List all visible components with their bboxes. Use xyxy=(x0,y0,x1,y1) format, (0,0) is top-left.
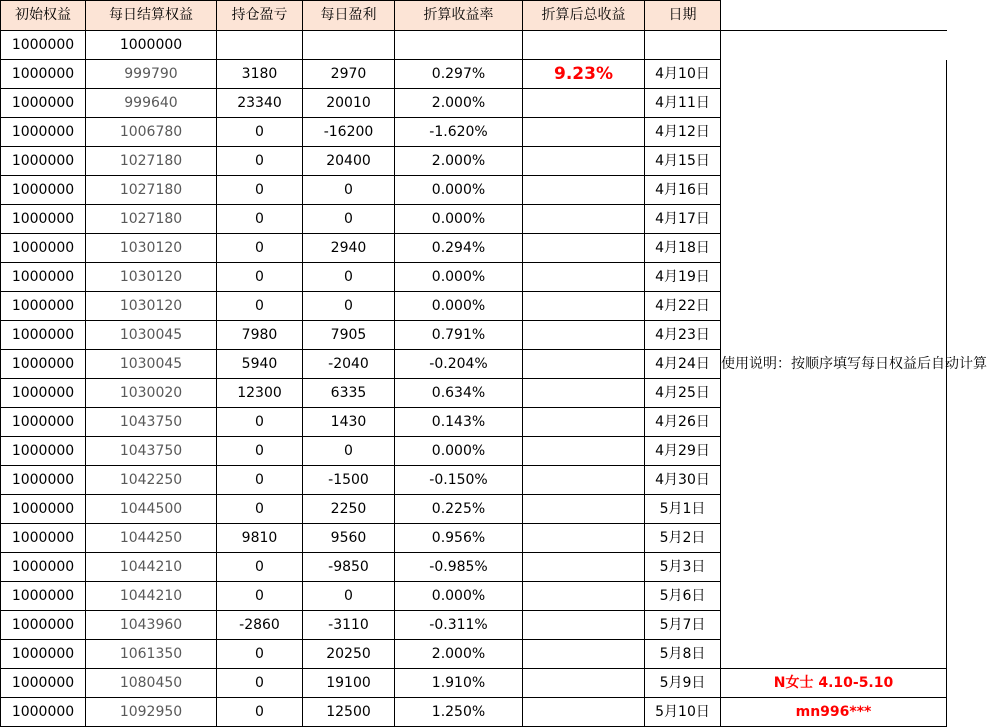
cell-daily-equity[interactable]: 999640 xyxy=(86,89,217,118)
cell-date[interactable]: 4月29日 xyxy=(645,437,721,466)
cell-position-pnl[interactable]: 0 xyxy=(217,292,303,321)
cell-return-rate[interactable]: -1.620% xyxy=(395,118,523,147)
cell-position-pnl[interactable]: 0 xyxy=(217,147,303,176)
cell-return-rate[interactable]: 0.000% xyxy=(395,176,523,205)
cell-initial-equity[interactable]: 1000000 xyxy=(1,669,86,698)
cell-return-rate[interactable]: -0.150% xyxy=(395,466,523,495)
header-daily-profit[interactable]: 每日盈利 xyxy=(303,1,395,31)
cell-daily-profit[interactable]: -16200 xyxy=(303,118,395,147)
cell-daily-profit[interactable]: -9850 xyxy=(303,553,395,582)
cell-initial-equity[interactable]: 1000000 xyxy=(1,524,86,553)
cell-position-pnl[interactable]: 9810 xyxy=(217,524,303,553)
cell-total-return[interactable] xyxy=(523,118,645,147)
cell-daily-profit[interactable]: 0 xyxy=(303,205,395,234)
cell-date[interactable]: 4月18日 xyxy=(645,234,721,263)
cell-position-pnl[interactable]: 0 xyxy=(217,669,303,698)
cell-daily-profit[interactable]: 9560 xyxy=(303,524,395,553)
cell-total-return[interactable] xyxy=(523,147,645,176)
cell-initial-equity[interactable]: 1000000 xyxy=(1,350,86,379)
cell-daily-equity[interactable]: 1043960 xyxy=(86,611,217,640)
cell-date[interactable]: 4月19日 xyxy=(645,263,721,292)
cell-total-return[interactable] xyxy=(523,176,645,205)
cell-total-return[interactable] xyxy=(523,263,645,292)
cell-total-return[interactable] xyxy=(523,89,645,118)
cell-total-return[interactable] xyxy=(523,205,645,234)
first-row xyxy=(1,31,947,60)
cell-date[interactable]: 4月30日 xyxy=(645,466,721,495)
cell-daily-equity[interactable]: 1030045 xyxy=(86,350,217,379)
cell-daily-equity[interactable]: 1044500 xyxy=(86,495,217,524)
cell-position-pnl[interactable]: 0 xyxy=(217,466,303,495)
cell-position-pnl[interactable]: 0 xyxy=(217,234,303,263)
cell-date[interactable]: 5月2日 xyxy=(645,524,721,553)
cell-initial-equity[interactable]: 1000000 xyxy=(1,205,86,234)
cell-daily-profit[interactable]: 0 xyxy=(303,263,395,292)
table-row xyxy=(1,698,947,727)
cell-return-rate[interactable]: 0.000% xyxy=(395,205,523,234)
cell-date[interactable]: 4月22日 xyxy=(645,292,721,321)
client-label: N女士 4.10-5.10 xyxy=(721,669,947,698)
table-row xyxy=(1,60,947,89)
cell-daily-equity[interactable]: 1027180 xyxy=(86,205,217,234)
cell-position-pnl[interactable]: 0 xyxy=(217,118,303,147)
cell-daily-equity[interactable]: 1044250 xyxy=(86,524,217,553)
cell-initial-equity[interactable]: 1000000 xyxy=(1,89,86,118)
cell-daily-equity[interactable]: 1061350 xyxy=(86,640,217,669)
cell-position-pnl[interactable]: 12300 xyxy=(217,379,303,408)
cell-initial-equity[interactable]: 1000000 xyxy=(1,437,86,466)
cell-date[interactable]: 5月10日 xyxy=(645,698,721,727)
cell-daily-profit[interactable]: 20010 xyxy=(303,89,395,118)
cell-daily-equity[interactable]: 1006780 xyxy=(86,118,217,147)
cell-return-rate[interactable]: 0.143% xyxy=(395,408,523,437)
header-total-return[interactable]: 折算后总收益 xyxy=(523,1,645,31)
cell-daily-equity[interactable]: 1030020 xyxy=(86,379,217,408)
cell-daily-profit[interactable]: 20250 xyxy=(303,640,395,669)
cell-return-rate[interactable]: 0.791% xyxy=(395,321,523,350)
cell-return-rate[interactable]: 1.250% xyxy=(395,698,523,727)
cell-daily-profit[interactable]: 0 xyxy=(303,176,395,205)
cell-date[interactable]: 4月17日 xyxy=(645,205,721,234)
cell-date[interactable]: 4月16日 xyxy=(645,176,721,205)
cell-daily-equity[interactable]: 1042250 xyxy=(86,466,217,495)
header-initial-equity[interactable]: 初始权益 xyxy=(1,1,86,31)
cell-return-rate[interactable]: -0.985% xyxy=(395,553,523,582)
cell-total-return[interactable] xyxy=(523,611,645,640)
cell-total-return[interactable] xyxy=(523,553,645,582)
cell-position-pnl[interactable]: 0 xyxy=(217,582,303,611)
cell-total-return[interactable] xyxy=(523,698,645,727)
cell-total-return[interactable] xyxy=(523,292,645,321)
cell-position-pnl[interactable]: 0 xyxy=(217,437,303,466)
cell-position-pnl[interactable]: 23340 xyxy=(217,89,303,118)
cell-date[interactable]: 5月1日 xyxy=(645,495,721,524)
cell-date[interactable] xyxy=(645,31,721,60)
cell-total-return[interactable] xyxy=(523,31,645,60)
cell-initial-equity[interactable]: 1000000 xyxy=(1,379,86,408)
cell-date[interactable]: 5月7日 xyxy=(645,611,721,640)
cell-daily-profit[interactable]: 20400 xyxy=(303,147,395,176)
cell-daily-equity[interactable]: 1044210 xyxy=(86,582,217,611)
cell-daily-equity[interactable]: 1043750 xyxy=(86,437,217,466)
cell-daily-profit[interactable]: 0 xyxy=(303,292,395,321)
cell-initial-equity[interactable]: 1000000 xyxy=(1,408,86,437)
cell-date[interactable]: 4月23日 xyxy=(645,321,721,350)
cell-return-rate[interactable]: 0.956% xyxy=(395,524,523,553)
cell-position-pnl[interactable]: 0 xyxy=(217,698,303,727)
cell-position-pnl[interactable]: 5940 xyxy=(217,350,303,379)
cell-total-return[interactable] xyxy=(523,408,645,437)
cell-initial-equity[interactable]: 1000000 xyxy=(1,60,86,89)
cell-total-return[interactable] xyxy=(523,582,645,611)
cell-date[interactable]: 5月8日 xyxy=(645,640,721,669)
cell-initial-equity[interactable]: 1000000 xyxy=(1,582,86,611)
cell-daily-equity[interactable]: 1030120 xyxy=(86,234,217,263)
cell-initial-equity[interactable]: 1000000 xyxy=(1,611,86,640)
cell-return-rate[interactable]: 0.225% xyxy=(395,495,523,524)
cell-daily-profit[interactable]: 0 xyxy=(303,437,395,466)
header-row xyxy=(1,1,947,31)
cell-daily-profit[interactable]: 19100 xyxy=(303,669,395,698)
cell-date[interactable]: 4月24日 xyxy=(645,350,721,379)
cell-return-rate[interactable]: -0.204% xyxy=(395,350,523,379)
cell-date[interactable]: 5月6日 xyxy=(645,582,721,611)
cell-initial-equity[interactable]: 1000000 xyxy=(1,640,86,669)
cell-daily-equity[interactable]: 999790 xyxy=(86,60,217,89)
cell-daily-equity[interactable]: 1030120 xyxy=(86,263,217,292)
account-label: mn996*** xyxy=(721,698,947,727)
blank-cell[interactable] xyxy=(721,31,947,60)
cell-date[interactable]: 4月12日 xyxy=(645,118,721,147)
cell-initial-equity[interactable]: 1000000 xyxy=(1,553,86,582)
cell-total-return[interactable] xyxy=(523,640,645,669)
cell-daily-equity[interactable]: 1043750 xyxy=(86,408,217,437)
cell-position-pnl[interactable] xyxy=(217,31,303,60)
cell-daily-profit[interactable]: 2970 xyxy=(303,60,395,89)
cell-return-rate[interactable]: 2.000% xyxy=(395,89,523,118)
cell-total-return[interactable] xyxy=(523,466,645,495)
cell-date[interactable]: 4月10日 xyxy=(645,60,721,89)
cell-daily-profit[interactable]: 2250 xyxy=(303,495,395,524)
cell-position-pnl[interactable]: 0 xyxy=(217,205,303,234)
cell-daily-equity[interactable]: 1030045 xyxy=(86,321,217,350)
cell-total-return[interactable] xyxy=(523,350,645,379)
cell-daily-equity[interactable]: 1044210 xyxy=(86,553,217,582)
header-position-pnl[interactable]: 持仓盈亏 xyxy=(217,1,303,31)
cell-initial-equity[interactable]: 1000000 xyxy=(1,176,86,205)
cell-daily-profit[interactable]: 2940 xyxy=(303,234,395,263)
instruction-note: 使用说明：按顺序填写每日权益后自动计算 xyxy=(721,60,947,669)
cell-return-rate[interactable]: 0.000% xyxy=(395,263,523,292)
cell-daily-profit[interactable]: 6335 xyxy=(303,379,395,408)
cell-daily-equity[interactable]: 1027180 xyxy=(86,147,217,176)
cell-initial-equity[interactable]: 1000000 xyxy=(1,321,86,350)
cell-date[interactable]: 4月25日 xyxy=(645,379,721,408)
cell-date[interactable]: 4月11日 xyxy=(645,89,721,118)
cell-position-pnl[interactable]: 0 xyxy=(217,553,303,582)
cell-return-rate[interactable]: -0.311% xyxy=(395,611,523,640)
cell-initial-equity[interactable]: 1000000 xyxy=(1,495,86,524)
cell-initial-equity[interactable]: 1000000 xyxy=(1,466,86,495)
cell-date[interactable]: 4月15日 xyxy=(645,147,721,176)
cell-total-return[interactable]: 9.23% xyxy=(523,60,645,89)
cell-total-return[interactable] xyxy=(523,234,645,263)
cell-total-return[interactable] xyxy=(523,437,645,466)
cell-daily-profit[interactable]: 7905 xyxy=(303,321,395,350)
cell-position-pnl[interactable]: 7980 xyxy=(217,321,303,350)
cell-total-return[interactable] xyxy=(523,379,645,408)
cell-position-pnl[interactable]: 0 xyxy=(217,408,303,437)
cell-total-return[interactable] xyxy=(523,495,645,524)
cell-date[interactable]: 4月26日 xyxy=(645,408,721,437)
cell-initial-equity[interactable]: 1000000 xyxy=(1,118,86,147)
cell-daily-equity[interactable]: 1080450 xyxy=(86,669,217,698)
cell-total-return[interactable] xyxy=(523,524,645,553)
cell-position-pnl[interactable]: 0 xyxy=(217,263,303,292)
cell-daily-profit[interactable]: -3110 xyxy=(303,611,395,640)
cell-return-rate[interactable]: 0.000% xyxy=(395,437,523,466)
cell-return-rate[interactable]: 0.000% xyxy=(395,292,523,321)
cell-return-rate[interactable]: 2.000% xyxy=(395,147,523,176)
cell-initial-equity[interactable]: 1000000 xyxy=(1,147,86,176)
cell-position-pnl[interactable]: 0 xyxy=(217,495,303,524)
cell-date[interactable]: 5月3日 xyxy=(645,553,721,582)
cell-return-rate[interactable]: 0.000% xyxy=(395,582,523,611)
cell-daily-profit[interactable] xyxy=(303,31,395,60)
cell-daily-profit[interactable]: -1500 xyxy=(303,466,395,495)
header-daily-equity[interactable]: 每日结算权益 xyxy=(86,1,217,31)
cell-return-rate[interactable]: 2.000% xyxy=(395,640,523,669)
cell-position-pnl[interactable]: -2860 xyxy=(217,611,303,640)
cell-daily-equity[interactable]: 1027180 xyxy=(86,176,217,205)
cell-position-pnl[interactable]: 0 xyxy=(217,176,303,205)
cell-daily-profit[interactable]: 0 xyxy=(303,582,395,611)
cell-initial-equity[interactable]: 1000000 xyxy=(1,234,86,263)
cell-return-rate[interactable]: 0.294% xyxy=(395,234,523,263)
cell-daily-profit[interactable]: 12500 xyxy=(303,698,395,727)
cell-total-return[interactable] xyxy=(523,321,645,350)
header-return-rate[interactable]: 折算收益率 xyxy=(395,1,523,31)
cell-total-return[interactable] xyxy=(523,669,645,698)
cell-initial-equity[interactable]: 1000000 xyxy=(1,292,86,321)
cell-daily-profit[interactable]: 1430 xyxy=(303,408,395,437)
table-row xyxy=(1,669,947,698)
cell-daily-equity[interactable]: 1000000 xyxy=(86,31,217,60)
cell-initial-equity[interactable]: 1000000 xyxy=(1,31,86,60)
cell-date[interactable]: 5月9日 xyxy=(645,669,721,698)
cell-daily-equity[interactable]: 1092950 xyxy=(86,698,217,727)
cell-daily-profit[interactable]: -2040 xyxy=(303,350,395,379)
header-date[interactable]: 日期 xyxy=(645,1,721,31)
cell-return-rate[interactable]: 0.634% xyxy=(395,379,523,408)
cell-initial-equity[interactable]: 1000000 xyxy=(1,698,86,727)
cell-initial-equity[interactable]: 1000000 xyxy=(1,263,86,292)
cell-position-pnl[interactable]: 0 xyxy=(217,640,303,669)
cell-return-rate[interactable] xyxy=(395,31,523,60)
blank-header-cell[interactable] xyxy=(721,1,947,31)
cell-daily-equity[interactable]: 1030120 xyxy=(86,292,217,321)
cell-return-rate[interactable]: 1.910% xyxy=(395,669,523,698)
cell-return-rate[interactable]: 0.297% xyxy=(395,60,523,89)
cell-position-pnl[interactable]: 3180 xyxy=(217,60,303,89)
